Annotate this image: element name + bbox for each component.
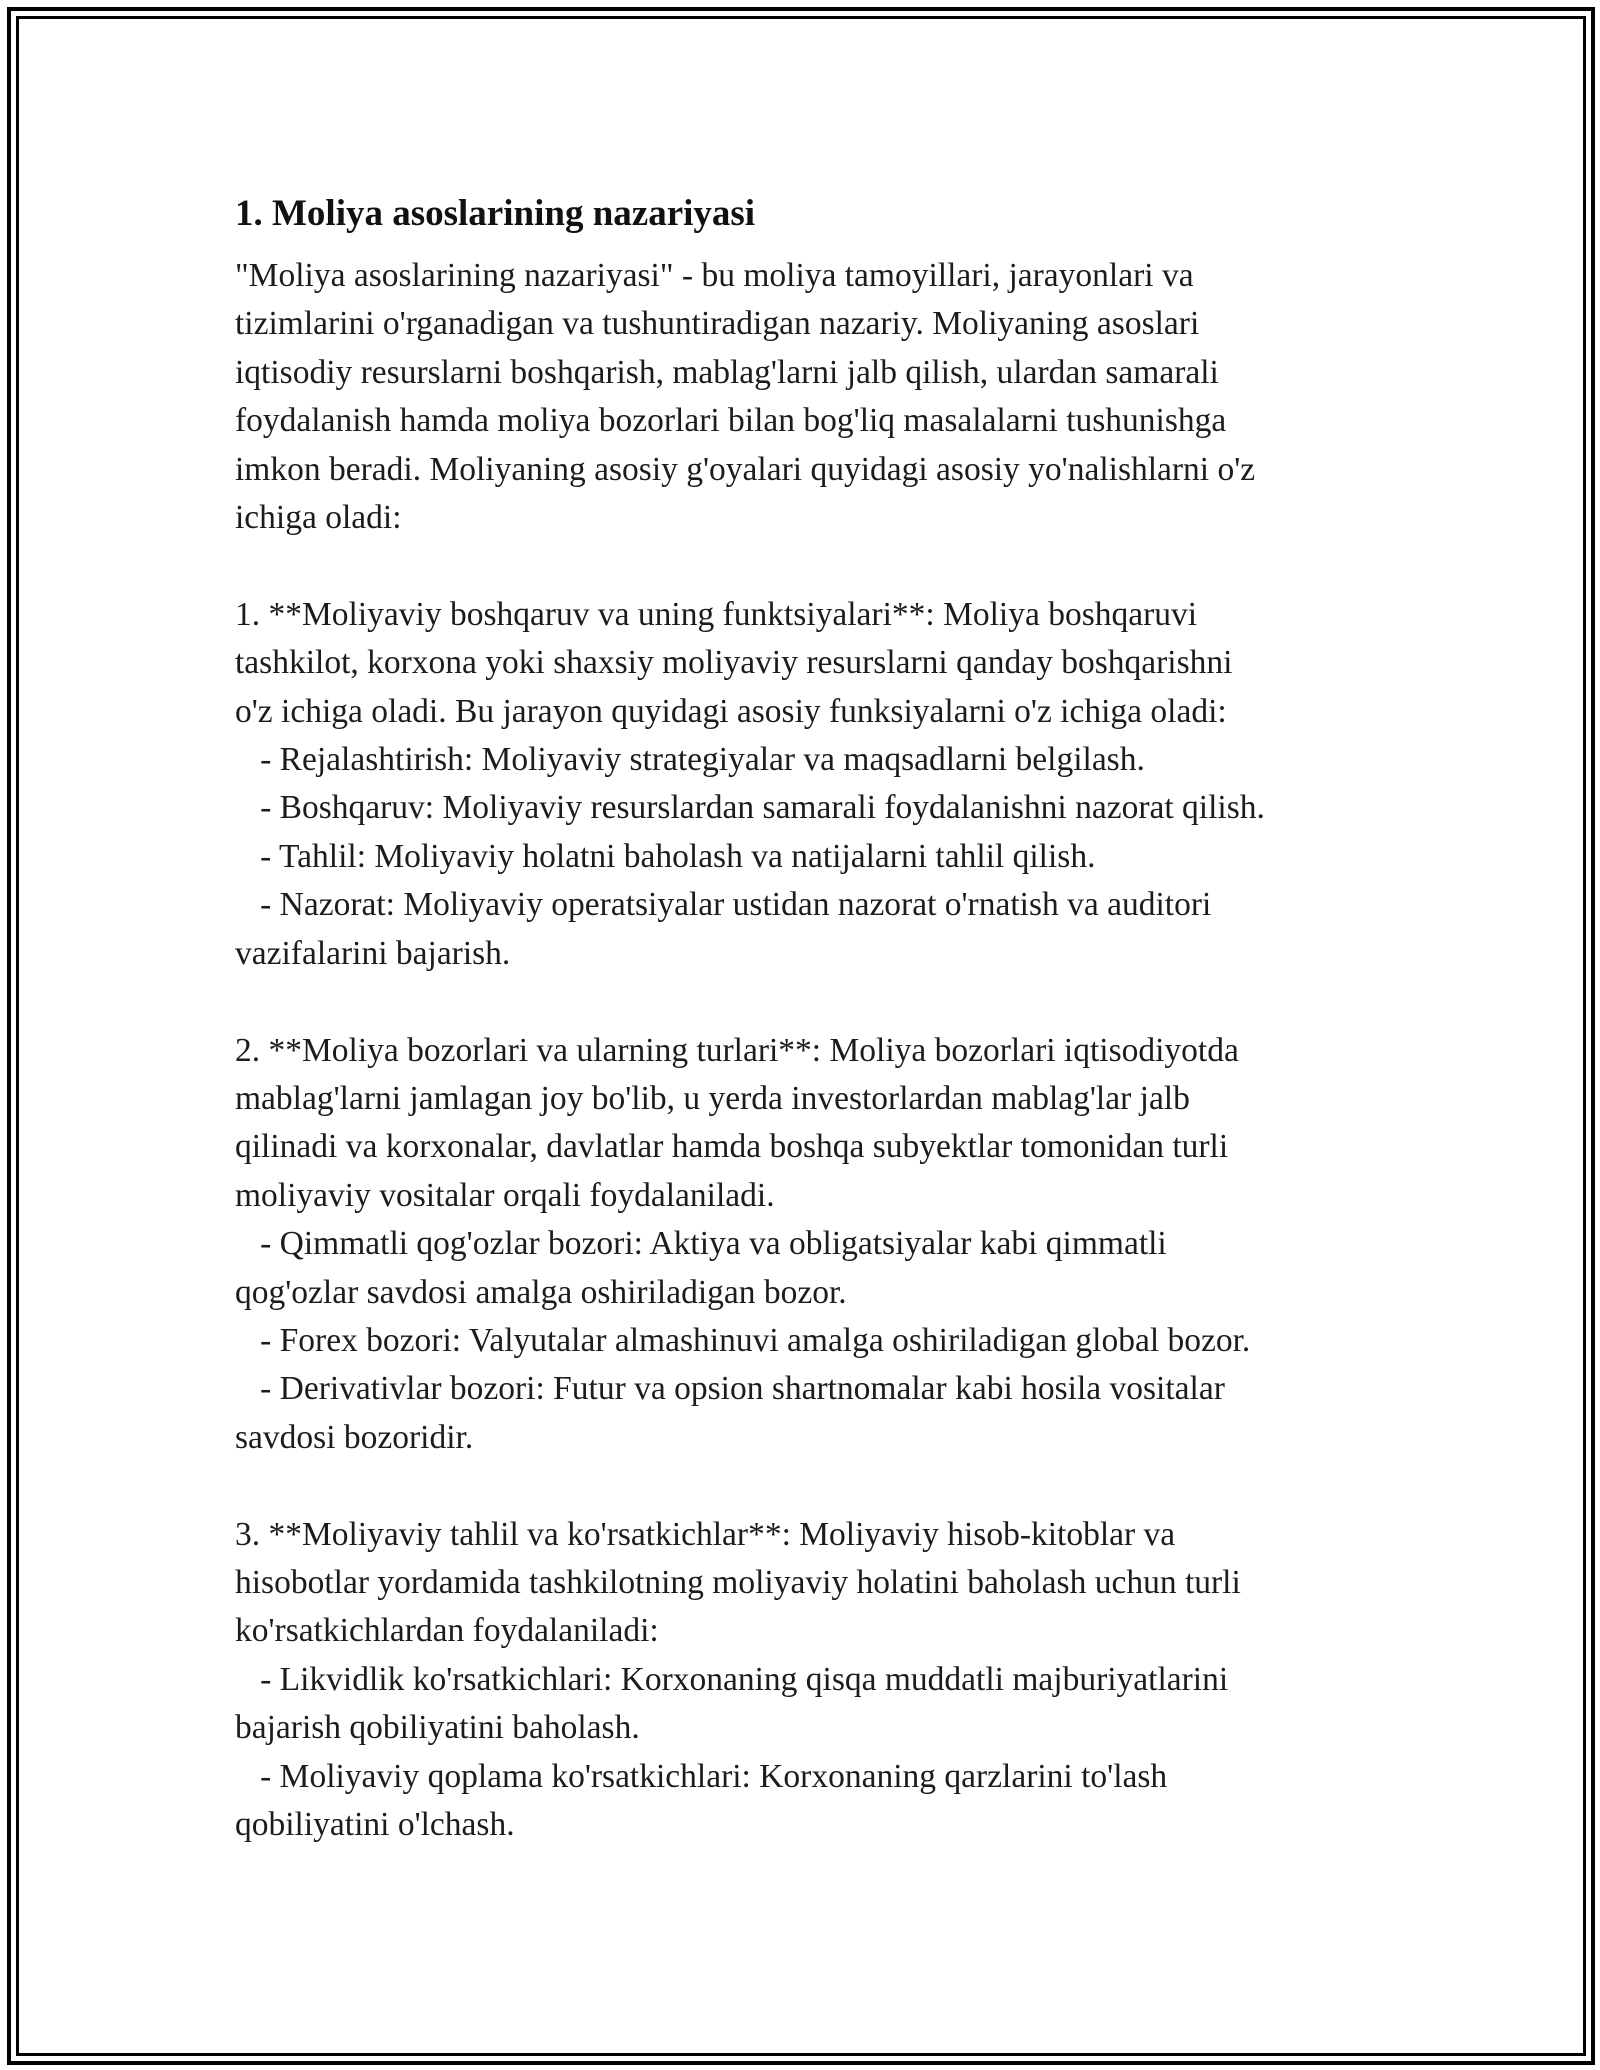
document-content <box>235 190 1375 1849</box>
page-title: 1. Moliya asoslarining nazariyasi <box>235 193 756 234</box>
document-body: "Moliya asoslarining nazariyasi" - bu moliya tamoyillari, jarayonlari va tizimlarini o'rganadigan va tushuntiradigan nazariy. Moliyaning asoslari iqtisodiy resurslarni boshqarish, mablag'larni jalb qilish, ulardan samarali foydalanish hamda moliya bozorlari bilan bog'liq masalalarni tushunishga imkon beradi. Moliyaning asosiy g'oyalari quyidagi asosiy yo'nalishlarni o'z ichiga oladi: 1. **Moliyaviy boshqaruv va uning funktsiyalari**: Moliya boshqaruvi tashkilot, korxona yoki shaxsiy moliyaviy resurslarni qanday boshqarishni o'z ichiga oladi. Bu jarayon quyidagi asosiy funksiyalarni o'z ichiga oladi: - Rejalashtirish: Moliyaviy strategiyalar va maqsadlarni belgilash. - Boshqaruv: Moliyaviy resurslardan samarali foydalanishni nazorat qilish. - Tahlil: Moliyaviy holatni baholash va natijalarni tahlil qilish. - Nazorat: Moliyaviy operatsiyalar ustidan nazorat o'rnatish va auditori vazifalarini bajarish. 2. **Moliya bozorlari va ularning turlari**: Moliya bozorlari iqtisodiyotda mablag'larni jamlagan joy bo'lib, u yerda investorlardan mablag'lar jalb qilinadi va korxonalar, davlatlar hamda boshqa subyektlar tomonidan turli moliyaviy vositalar orqali foydalaniladi. - Qimmatli qog'ozlar bozori: Aktiya va obligatsiyalar kabi qimmatli qog'ozlar savdosi amalga oshiriladigan bozor. - Forex bozori: Valyutalar almashinuvi amalga oshiriladigan global bozor. - Derivativlar bozori: Futur va opsion shartnomalar kabi hosila vositalar savdosi bozoridir. 3. **Moliyaviy tahlil va ko'rsatkichlar**: Moliyaviy hisob-kitoblar va hisobotlar yordamida tashkilotning moliyaviy holatini baholash uchun turli ko'rsatkichlardan foydalaniladi: - Likvidlik ko'rsatkichlari: Korxonaning qisqa muddatli majburiyatlarini bajarish qobiliyatini baholash. - Moliyaviy qoplama ko'rsatkichlari: Korxonaning qarzlarini to'lash qobiliyatini o'lchash. <box>235 257 1265 1843</box>
